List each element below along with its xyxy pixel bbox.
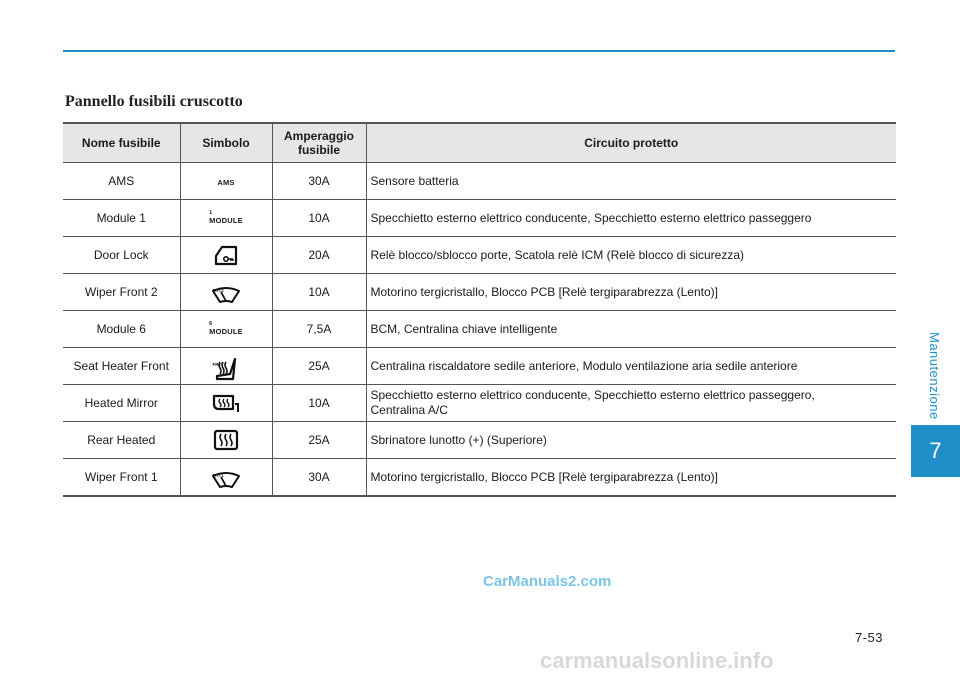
table-row [63,163,896,200]
top-rule [63,50,895,52]
header-fuse-name: Nome fusibile [63,123,180,163]
header-amperage-line2: fusibile [297,143,340,157]
fuse-circuit: Sbrinatore lunotto (+) (Superiore) [366,422,896,459]
fuse-symbol [180,459,272,497]
heated-mirror-icon [211,392,241,414]
fuse-amperage: 7,5A [272,311,366,348]
table-header-row [63,123,896,163]
table-row [63,311,896,348]
module-number: 1 [209,210,213,216]
fuse-name: Module 6 [63,311,180,348]
fuse-circuit: Centralina riscaldatore sedile anteriore, Modulo ventilazione aria sedile anteriore [366,348,896,385]
fuse-circuit [366,385,896,422]
fuse-symbol [180,311,272,348]
module-text: MODULE [209,216,243,225]
wiper-position-label: FRT1 [212,473,224,478]
fuse-name: Door Lock [63,237,180,274]
fuse-circuit-line1: Specchietto esterno elettrico conducente, Specchietto esterno elettrico passeggero, [370,388,815,402]
table-row [63,459,896,497]
fuse-amperage: 25A [272,348,366,385]
module-text: MODULE [209,327,243,336]
header-amperage [272,123,366,163]
fuse-symbol [180,200,272,237]
section-title: Pannello fusibili cruscotto [65,93,243,110]
watermark-text: CarManuals2.com [483,573,612,590]
fuse-circuit: Specchietto esterno elettrico conducente, Specchietto esterno elettrico passeggero [366,200,896,237]
fuse-circuit-line2: Centralina A/C [370,403,448,417]
chapter-tab: 7 [911,425,960,477]
wiper-position-label: FRT2 [212,288,224,293]
rear-defrost-icon [213,429,239,451]
ams-label: AMS [217,177,235,187]
fuse-name: Seat Heater Front [63,348,180,385]
door-lock-icon [212,244,240,266]
header-symbol: Simbolo [180,123,272,163]
fuse-symbol [180,385,272,422]
page-number: 7-53 [855,630,884,645]
fuse-amperage: 20A [272,237,366,274]
fuse-amperage: 30A [272,163,366,200]
fuse-circuit: Motorino tergicristallo, Blocco PCB [Relè tergiparabrezza (Lento)] [366,459,896,497]
module-label [209,320,243,336]
fuse-name: Heated Mirror [63,385,180,422]
fuse-circuit: Motorino tergicristallo, Blocco PCB [Relè tergiparabrezza (Lento)] [366,274,896,311]
fuse-name: Module 1 [63,200,180,237]
table-row [63,237,896,274]
fuse-amperage: 10A [272,274,366,311]
header-amperage-line1: Amperaggio [283,129,354,143]
fuse-amperage: 25A [272,422,366,459]
fuse-name: Wiper Front 2 [63,274,180,311]
table-row [63,348,896,385]
fuse-amperage: 10A [272,200,366,237]
fuse-table [63,122,896,497]
fuse-symbol [180,237,272,274]
header-circuit: Circuito protetto [366,123,896,163]
module-label [209,209,243,225]
module-number: 6 [209,321,213,327]
fuse-circuit: Sensore batteria [366,163,896,200]
fuse-amperage: 30A [272,459,366,497]
fuse-name: AMS [63,163,180,200]
fuse-symbol [180,274,272,311]
seat-position-label: FRT [212,362,222,367]
table-row [63,385,896,422]
fuse-symbol [180,422,272,459]
table-row [63,422,896,459]
chapter-side-label: Manutenzione [927,332,942,420]
fuse-name: Rear Heated [63,422,180,459]
fuse-circuit: BCM, Centralina chiave intelligente [366,311,896,348]
fuse-symbol [180,163,272,200]
fuse-symbol [180,348,272,385]
table-row [63,200,896,237]
fuse-name: Wiper Front 1 [63,459,180,497]
footer-watermark: carmanualsonline.info [540,648,774,673]
fuse-circuit: Relè blocco/sblocco porte, Scatola relè ICM (Relè blocco di sicurezza) [366,237,896,274]
fuse-amperage: 10A [272,385,366,422]
table-row [63,274,896,311]
